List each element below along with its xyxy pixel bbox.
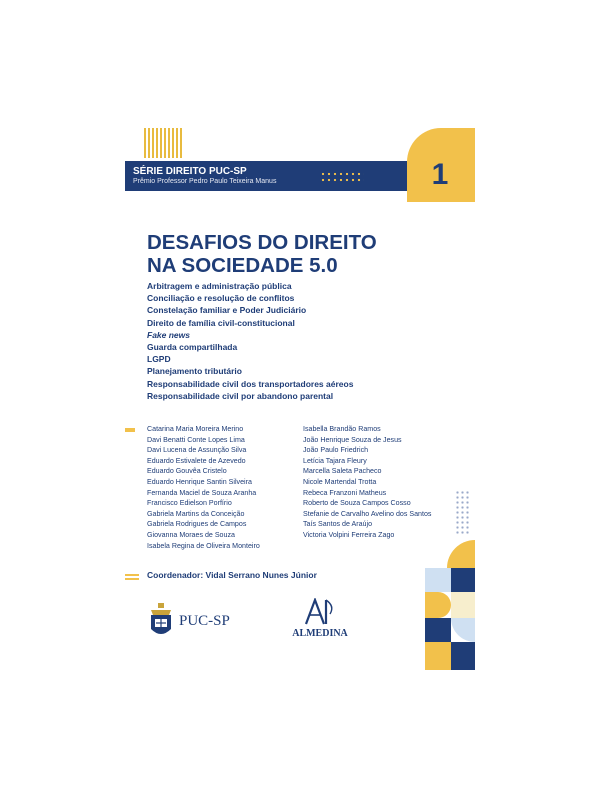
dot-pattern-decoration	[320, 171, 364, 183]
author-name: Roberto de Souza Campos Cosso	[303, 499, 411, 508]
author-name: Stefanie de Carvalho Avelino dos Santos	[303, 509, 432, 518]
topic-item: Responsabilidade civil dos transportadores aéreos	[147, 378, 354, 389]
volume-number: 1	[431, 158, 449, 191]
author-list-left	[147, 424, 260, 551]
deco-quarter-circle-sky	[451, 618, 475, 642]
author-name: Victoria Volpini Ferreira Zago	[303, 530, 395, 539]
topic-item: Arbitragem e administração pública	[147, 281, 292, 291]
topic-item: Guarda compartilhada	[147, 342, 238, 353]
topic-item: Conciliação e resolução de conflitos	[147, 293, 295, 304]
authors-marker-decoration	[125, 428, 135, 432]
puc-sp-label: PUC-SP	[179, 612, 230, 629]
series-title: SÉRIE DIREITO PUC-SP	[133, 166, 247, 177]
author-name: Rebeca Franzoni Matheus	[303, 488, 387, 497]
deco-block-cream	[451, 592, 475, 618]
deco-block-navy-3	[451, 642, 475, 670]
book-title-line-2: NA SOCIEDADE 5.0	[147, 254, 338, 277]
deco-block-gold	[425, 642, 451, 670]
author-name: Nicole Martendal Trotta	[303, 477, 377, 486]
author-name: Gabriela Martins da Conceição	[147, 509, 245, 518]
author-name: Eduardo Henrique Santin Silveira	[147, 477, 252, 486]
author-name: João Henrique Souza de Jesus	[303, 435, 402, 444]
book-title-line-1: DESAFIOS DO DIREITO	[147, 231, 377, 254]
topic-list	[147, 280, 353, 402]
author-list-right	[303, 424, 431, 541]
book-title	[147, 231, 377, 277]
author-name: Isabella Brandão Ramos	[303, 425, 381, 433]
deco-block-navy-2	[425, 618, 451, 642]
deco-quarter-circle-gold	[447, 540, 475, 568]
topic-item: Planejamento tributário	[147, 366, 242, 377]
topic-item: Direito de família civil-constitucional	[147, 317, 295, 328]
author-name: João Paulo Friedrich	[303, 446, 369, 455]
deco-block-sky	[425, 568, 451, 592]
almedina-mark-icon	[303, 598, 337, 626]
author-name: Eduardo Estivalete de Azevedo	[147, 456, 246, 465]
book-cover	[125, 128, 475, 670]
author-name: Isabela Regina de Oliveira Monteiro	[147, 541, 260, 550]
topic-item: Responsabilidade civil por abandono parental	[147, 390, 334, 401]
deco-block-navy	[451, 568, 475, 592]
topic-item: Constelação familiar e Poder Judiciário	[147, 305, 307, 316]
author-name: Taís Santos de Araújo	[303, 520, 373, 529]
topic-item: Fake news	[147, 329, 190, 340]
puc-sp-logo	[147, 598, 230, 644]
author-name: Eduardo Gouvêa Cristelo	[147, 467, 227, 476]
topic-item: LGPD	[147, 354, 171, 365]
author-name: Davi Lucena de Assunção Silva	[147, 446, 247, 455]
top-stripes-decoration	[144, 128, 184, 158]
author-name: Catarina Maria Moreira Merino	[147, 425, 244, 433]
author-name: Marcella Saleta Pacheco	[303, 467, 382, 476]
author-name: Giovanna Moraes de Souza	[147, 530, 235, 539]
author-name: Letícia Tajara Fleury	[303, 456, 367, 465]
author-name: Davi Benatti Conte Lopes Lima	[147, 435, 245, 444]
almedina-label: ALMEDINA	[292, 628, 348, 639]
author-name: Francisco Edielson Porfírio	[147, 499, 232, 508]
series-subtitle: Prêmio Professor Pedro Paulo Teixeira Manus	[133, 178, 277, 185]
puc-crest-icon	[147, 601, 175, 641]
coordinator-marker-decoration	[125, 572, 139, 580]
almedina-logo	[285, 598, 355, 644]
series-band	[125, 161, 407, 191]
deco-dot-grid	[455, 490, 471, 536]
author-name: Gabriela Rodrigues de Campos	[147, 520, 247, 529]
author-name: Fernanda Maciel de Souza Aranha	[147, 488, 257, 497]
coordinator-credit: Coordenador: Vidal Serrano Nunes Júnior	[147, 570, 317, 580]
deco-half-circle-gold	[425, 592, 451, 618]
